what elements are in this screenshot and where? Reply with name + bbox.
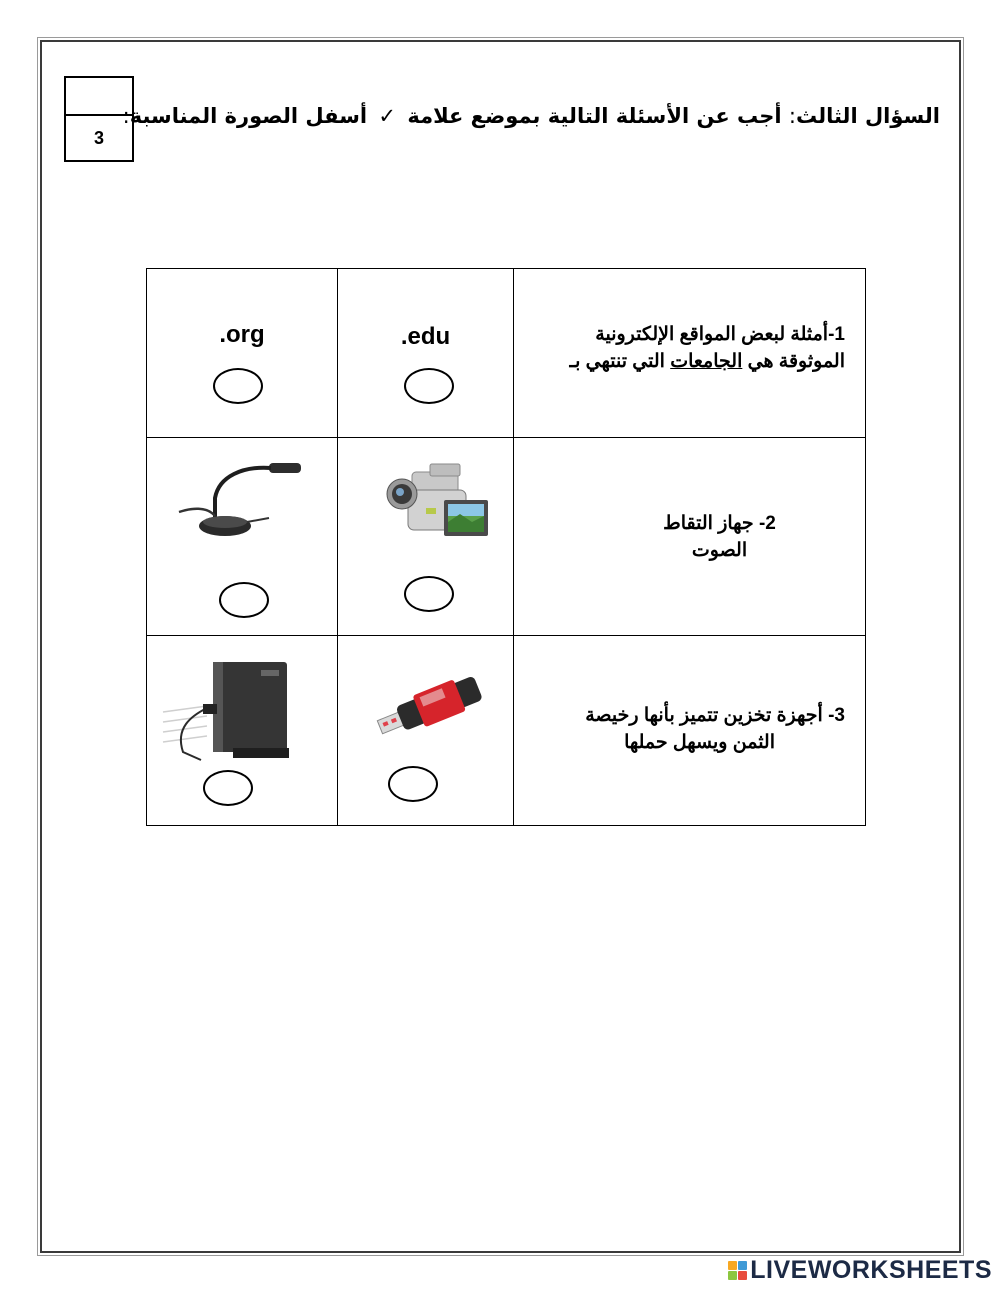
question-cell-1 [514,269,866,438]
option-cell-edu [338,269,514,438]
score-total: 3 [93,128,104,148]
answer-circle-microphone[interactable] [219,582,269,618]
video-camera-icon [386,460,490,546]
liveworksheets-brand[interactable] [728,1255,992,1285]
question-text-3: 3- أجهزة تخزين تتميز بأنها رخيصة الثمن ويسهل حملها [585,705,845,753]
liveworksheets-logo-icon [728,1261,747,1280]
option-cell-external-hard-drive [147,636,338,826]
question-instruction-end: أسفل الصورة المناسبة [129,104,368,128]
answer-circle-video-camera[interactable] [404,576,454,612]
option-text-org: .org [219,321,265,348]
question-text-2: 2- جهاز التقاط الصوت [663,513,776,561]
brand-name: LIVEWORKSHEETS [750,1255,992,1284]
check-mark-icon: ✓ [378,104,397,128]
answer-circle-edu[interactable] [404,368,454,404]
question-cell-3 [514,636,866,826]
option-cell-video-camera [338,438,514,636]
option-cell-microphone [147,438,338,636]
table-row [147,438,866,636]
answer-circle-usb-flash-drive[interactable] [388,766,438,802]
question-text-1: 1-أمثلة لبعض المواقع الإلكترونية الموثوقة هي الجامعات التي تنتهي بـ [569,324,845,372]
answer-circle-org[interactable] [213,368,263,404]
option-text-edu: .edu [400,323,451,350]
option-cell-org [147,269,338,438]
question-table [146,268,866,826]
microphone-icon [173,458,307,544]
table-row [147,269,866,438]
question-cell-2 [514,438,866,636]
answer-circle-external-hard-drive[interactable] [203,770,253,806]
question-instruction: أجب عن الأسئلة التالية بموضع علامة [407,104,782,128]
external-hard-drive-icon [161,656,293,766]
question-heading: السؤال الثالث [795,104,940,128]
question-title: السؤال الثالث: أجب عن الأسئلة التالية بموضع علامة ✓ أسفل الصورة المناسبة: [122,104,940,128]
option-cell-usb-flash-drive [338,636,514,826]
table-row [147,636,866,826]
usb-flash-drive-icon [374,666,486,748]
